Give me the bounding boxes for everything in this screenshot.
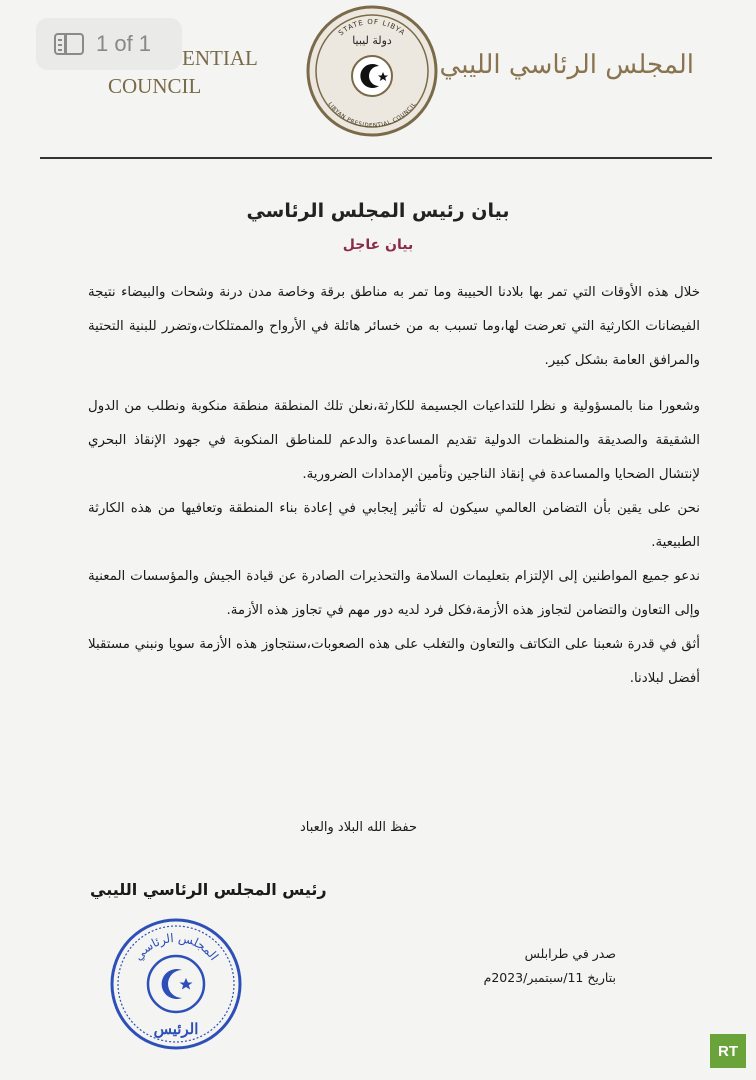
header-divider	[40, 157, 712, 159]
rt-logo-icon: RT	[710, 1034, 746, 1068]
pages-icon	[54, 33, 84, 55]
paragraph-3: نحن على يقين بأن التضامن العالمي سيكون له تأثير إيجابي في إعادة بناء المنطقة وتعافيها من هذه الكارثة الطبيعية.	[88, 501, 700, 550]
emblem-bottom-text: LIBYAN PRESIDENTIAL COUNCIL	[326, 101, 418, 130]
svg-text:المجلس الرئاسي	[131, 931, 221, 963]
brand-arabic: المجلس الرئاسي الليبي	[439, 50, 694, 80]
paragraph-2: وشعورا منا بالمسؤولية و نظرا للتداعيات الجسيمة للكارثة،نعلن تلك المنطقة منطقة منكوبة ونطلب من الدول الشقيقة والصديقة والمنظمات الدولية تقديم المساعدة والدعم للمناطق المنكوبة في جهود الإنقاذ البحري لإنتشال الضحايا والمساعدة في إنقاذ الناجين وتأمين الإمدادات الضرورية.	[88, 399, 700, 482]
closing-line: حفظ الله البلاد والعباد	[300, 820, 418, 835]
brand-english-line1: ENTIAL	[182, 46, 258, 70]
page-counter	[36, 18, 182, 70]
issued-date: بتاريخ 11/سبتمبر/2023م	[483, 970, 616, 985]
statement-body	[88, 276, 700, 696]
emblem-arabic-text: دولة ليبيا	[352, 34, 392, 47]
signature-title: رئيس المجلس الرئاسي الليبي	[90, 880, 327, 899]
paragraph-1: خلال هذه الأوقات التي تمر بها بلادنا الحبيبة وما تمر به مناطق برقة وخاصة مدن درنة وشحات والبيضاء نتيجة الفيضانات الكارثية التي تعرضت لها،وما تسبب به من خسائر هائلة في الأرواح والممتلكات،وتضرر للبنية التحتية والمرافق العامة بشكل كبير.	[88, 285, 700, 368]
stamp-star-icon	[180, 978, 193, 990]
stamp-crescent-icon	[162, 969, 182, 999]
official-stamp	[106, 914, 246, 1054]
issue-info	[484, 942, 616, 990]
stamp-bottom-text: الرئيس	[153, 1020, 199, 1038]
paragraph-4: ندعو جميع المواطنين إلى الإلتزام بتعليمات السلامة والتحذيرات الصادرة عن قيادة الجيش والمؤسسات المعنية وإلى التعاون والتضامن لتجاوز هذه الأزمة،فكل فرد لديه دور مهم في تجاوز هذه الأزمة.	[88, 569, 700, 618]
issued-place: صدر في طرابلس	[524, 946, 616, 961]
page-count-text: 1 of 1	[96, 31, 152, 56]
document-title: بيان رئيس المجلس الرئاسي	[246, 200, 510, 222]
state-emblem	[305, 4, 439, 138]
stamp-top-text: المجلس الرئاسي	[131, 930, 222, 964]
emblem-top-text: STATE OF LIBYA	[337, 17, 407, 38]
document-subtitle: بيان عاجل	[342, 237, 414, 253]
brand-english-line2: COUNCIL	[108, 74, 202, 98]
paragraph-5: أثق في قدرة شعبنا على التكاتف والتعاون والتغلب على هذه الصعوبات،سنتجاوز هذه الأزمة سويا ونبني مستقبلا أفضل لبلادنا.	[88, 637, 700, 686]
